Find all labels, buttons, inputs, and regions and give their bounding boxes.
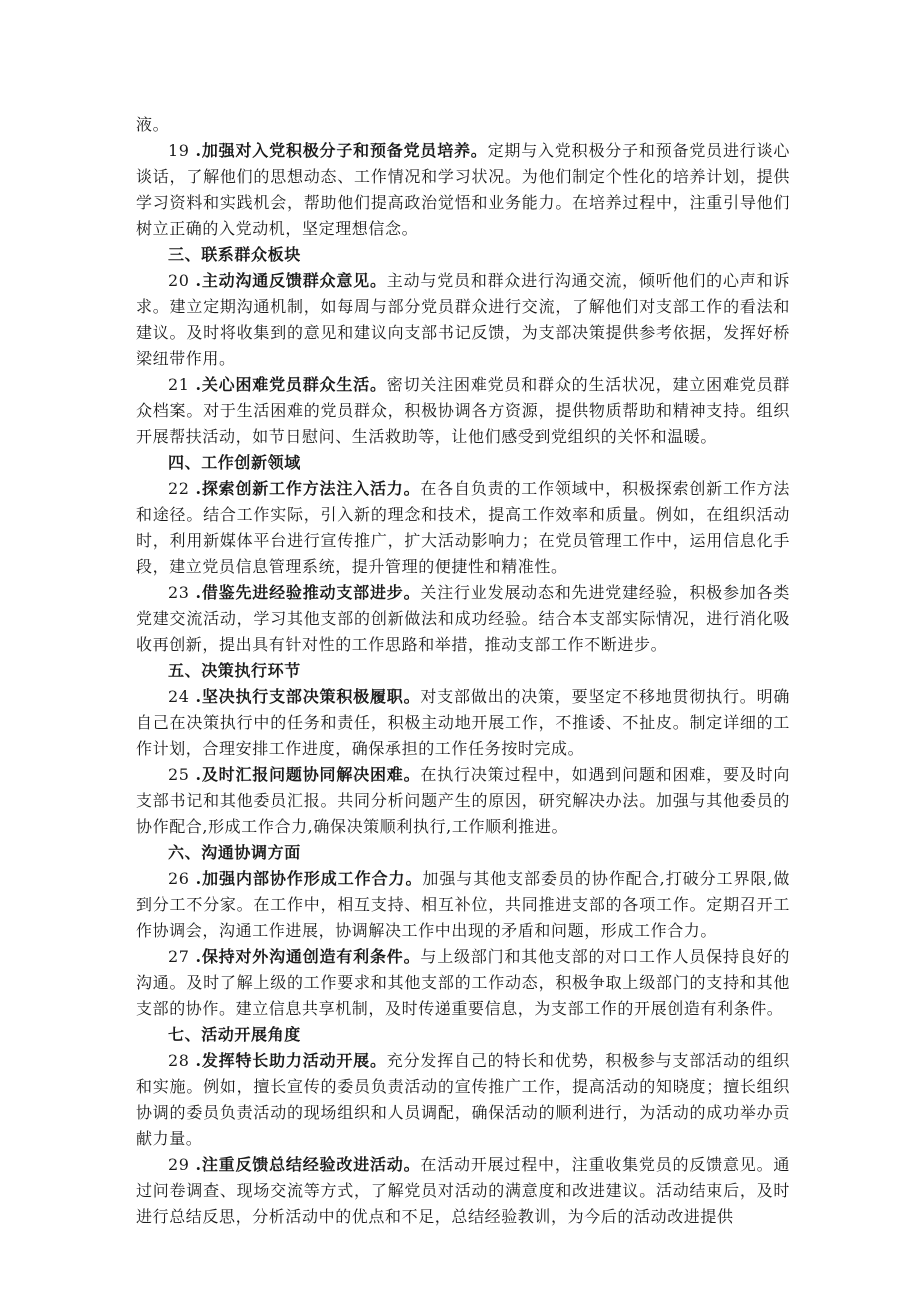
numbered-item bbox=[136, 944, 790, 1022]
numbered-item bbox=[136, 138, 790, 242]
numbered-item bbox=[136, 476, 790, 580]
item-number: 23 bbox=[168, 583, 190, 602]
item-number: 20 bbox=[168, 271, 190, 290]
item-lead-title: .加强对入党积极分子和预备党员培养。 bbox=[195, 141, 488, 160]
section-heading: 六、沟通协调方面 bbox=[168, 843, 301, 862]
item-number: 24 bbox=[168, 687, 190, 706]
numbered-item bbox=[136, 866, 790, 944]
item-body-text: 在各自负责的工作领域中，积极探索创新工作方法和途径。结合工作实际，引入新的理念和技术，提高工作效率和质量。例如，在组织活动时，利用新媒体平台进行宣传推广，扩大活动影响力；在党员管理工作中，运用信息化手段，建立党员信息管理系统，提升管理的便捷性和精准性。 bbox=[136, 479, 791, 576]
item-lead-title: .关心困难党员群众生活。 bbox=[195, 375, 387, 394]
item-lead-title: .主动沟通反馈群众意见。 bbox=[195, 271, 387, 290]
item-number: 25 bbox=[168, 765, 190, 784]
item-lead-title: .注重反馈总结经验改进活动。 bbox=[195, 1155, 421, 1174]
numbered-item bbox=[136, 372, 790, 450]
item-body-text: 主动与党员和群众进行沟通交流，倾听他们的心声和诉求。建立定期沟通机制，如每周与部分党员群众进行交流，了解他们对支部工作的看法和建议。及时将收集到的意见和建议向支部书记反馈，为支部决策提供参考依据，发挥好桥梁纽带作用。 bbox=[136, 271, 790, 368]
item-lead-title: .坚决执行支部决策积极履职。 bbox=[195, 687, 421, 706]
item-body-text: 对支部做出的决策，要坚定不移地贯彻执行。明确自己在决策执行中的任务和责任，积极主动地开展工作，不推诿、不扯皮。制定详细的工作计划，合理安排工作进度，确保承担的工作任务按时完成。 bbox=[136, 687, 791, 758]
item-body-text: 关注行业发展动态和先进党建经验，积极参加各类党建交流活动，学习其他支部的创新做法和成功经验。结合本支部实际情况，进行消化吸收再创新，提出具有针对性的工作思路和举措，推动支部工作不断进步。 bbox=[136, 583, 791, 654]
item-lead-title: .借鉴先进经验推动支部进步。 bbox=[195, 583, 421, 602]
item-number: 22 bbox=[168, 479, 190, 498]
item-number: 27 bbox=[168, 947, 190, 966]
section-heading: 五、决策执行环节 bbox=[168, 661, 301, 680]
item-body-text: 定期与入党积极分子和预备党员进行谈心谈话，了解他们的思想动态、工作情况和学习状况。为他们制定个性化的培养计划，提供学习资料和实践机会，帮助他们提高政治觉悟和业务能力。在培养过程中，注重引导他们树立正确的入党动机，坚定理想信念。 bbox=[136, 141, 790, 238]
item-number: 21 bbox=[168, 375, 190, 394]
numbered-item bbox=[136, 684, 790, 762]
item-lead-title: .保持对外沟通创造有利条件。 bbox=[195, 947, 421, 966]
numbered-item bbox=[136, 580, 790, 658]
item-body-text: 与上级部门和其他支部的对口工作人员保持良好的沟通。及时了解上级的工作要求和其他支部的工作动态，积极争取上级部门的支持和其他支部的协作。建立信息共享机制，及时传递重要信息，为支部工作的开展创造有利条件。 bbox=[136, 947, 791, 1018]
fragment-paragraph: 液。 bbox=[136, 115, 170, 134]
item-lead-title: .探索创新工作方法注入活力。 bbox=[195, 479, 421, 498]
document-body bbox=[136, 138, 790, 1230]
section-heading: 七、活动开展角度 bbox=[168, 1025, 301, 1044]
item-number: 28 bbox=[168, 1051, 190, 1070]
numbered-item bbox=[136, 762, 790, 840]
numbered-item bbox=[136, 268, 790, 372]
section-heading: 四、工作创新领域 bbox=[168, 453, 301, 472]
section-heading: 三、联系群众板块 bbox=[168, 245, 301, 264]
numbered-item bbox=[136, 1048, 790, 1152]
item-body-text: 在活动开展过程中，注重收集党员的反馈意见。通过问卷调查、现场交流等方式，了解党员对活动的满意度和改进建议。活动结束后，及时进行总结反思，分析活动中的优点和不足，总结经验教训，为今后的活动改进提供 bbox=[136, 1155, 791, 1226]
item-body-text: 在执行决策过程中，如遇到问题和困难，要及时向支部书记和其他委员汇报。共同分析问题产生的原因，研究解决办法。加强与其他委员的协作配合,形成工作合力,确保决策顺利执行,工作顺利推进。 bbox=[136, 765, 791, 836]
item-lead-title: .发挥特长助力活动开展。 bbox=[195, 1051, 387, 1070]
item-body-text: 加强与其他支部委员的协作配合,打破分工界限,做到分工不分家。在工作中，相互支持、相互补位，共同推进支部的各项工作。定期召开工作协调会，沟通工作进展，协调解决工作中出现的矛盾和问题，形成工作合力。 bbox=[136, 869, 790, 940]
document-page bbox=[136, 112, 790, 1230]
numbered-item bbox=[136, 1152, 790, 1230]
item-number: 29 bbox=[168, 1155, 190, 1174]
item-lead-title: .及时汇报问题协同解决困难。 bbox=[195, 765, 421, 784]
item-number: 26 bbox=[168, 869, 190, 888]
item-lead-title: .加强内部协作形成工作合力。 bbox=[195, 869, 423, 888]
item-body-text: 充分发挥自己的特长和优势，积极参与支部活动的组织和实施。例如，擅长宣传的委员负责活动的宣传推广工作，提高活动的知晓度；擅长组织协调的委员负责活动的现场组织和人员调配，确保活动的顺利进行，为活动的成功举办贡献力量。 bbox=[136, 1051, 790, 1148]
item-number: 19 bbox=[168, 141, 190, 160]
item-body-text: 密切关注困难党员和群众的生活状况，建立困难党员群众档案。对于生活困难的党员群众，积极协调各方资源，提供物质帮助和精神支持。组织开展帮扶活动，如节日慰问、生活救助等，让他们感受到党组织的关怀和温暖。 bbox=[136, 375, 790, 446]
